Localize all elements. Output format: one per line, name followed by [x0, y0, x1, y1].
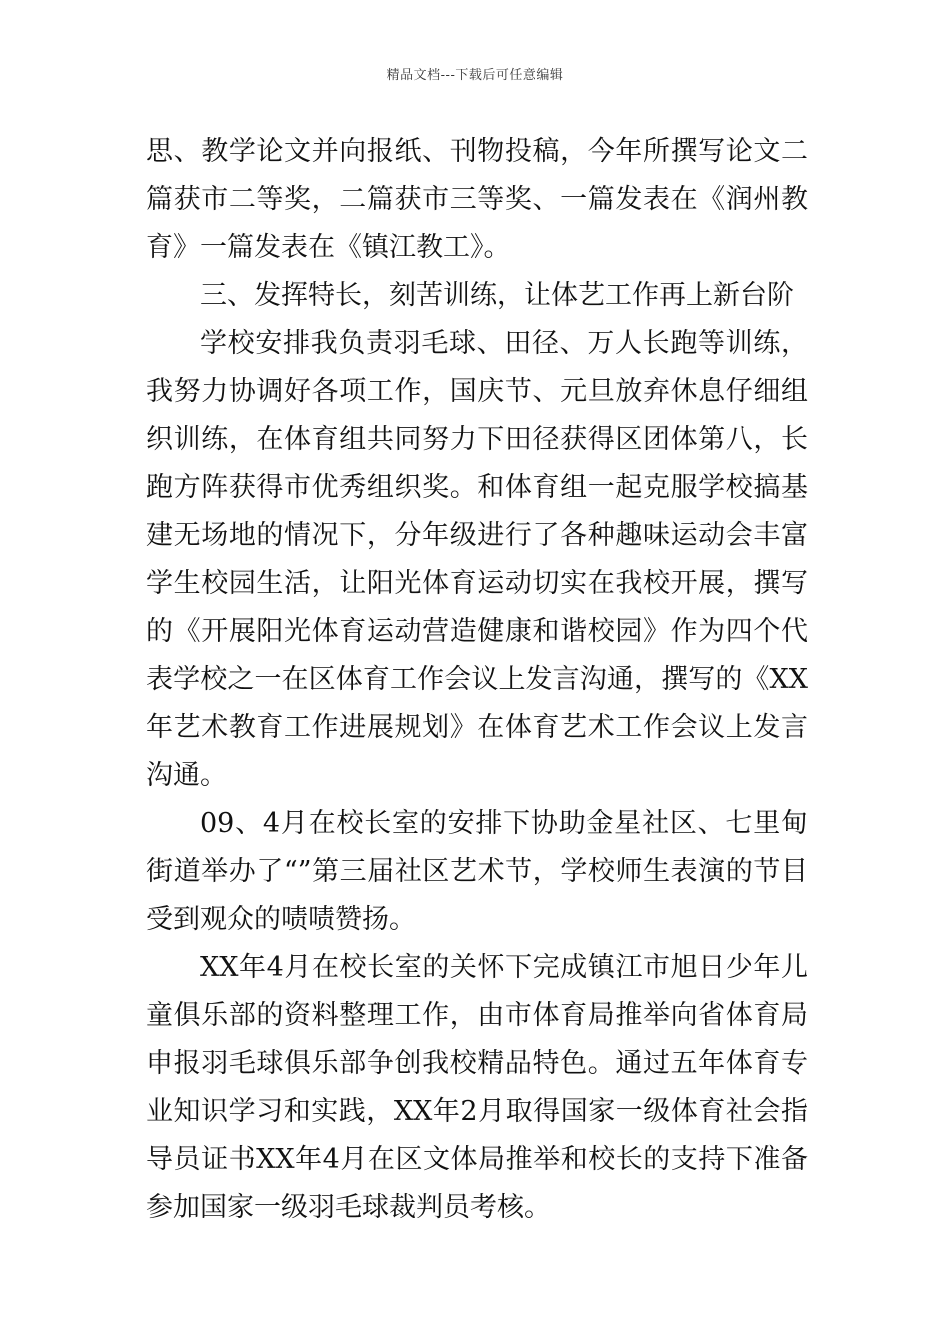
section-heading: 三、发挥特长，刻苦训练，让体艺工作再上新台阶: [200, 280, 794, 311]
paragraph-training: 学校安排我负责羽毛球、田径、万人长跑等训练，我努力协调好各项工作，国庆节、元旦放弃休息仔细组织训练，在体育组共同努力下田径获得区团体第八，长跑方阵获得市优秀组织奖。和体育组一起克服学校搞基建无场地的情况下，分年级进行了各种趣味运动会丰富学生校园生活，让阳光体育运动切实在我校开展，撰写的《开展阳光体育运动营造健康和谐校园》作为四个代表学校之一在区体育工作会议上发言沟通，撰写的《XX年艺术教育工作进展规划》在体育艺术工作会议上发言沟通。: [146, 328, 808, 791]
document-body: [146, 128, 808, 1232]
paragraph-art-festival: 09、4月在校长室的安排下协助金星社区、七里甸街道举办了“”第三届社区艺术节，学校师生表演的节目受到观众的啧啧赞扬。: [146, 808, 808, 935]
paragraph-continuation: 思、教学论文并向报纸、刊物投稿，今年所撰写论文二篇获市二等奖，二篇获市三等奖、一篇发表在《润州教育》一篇发表在《镇江教工》。: [146, 136, 808, 263]
page-header: 精品文档---下载后可任意编辑: [386, 68, 564, 83]
paragraph-club: XX年4月在校长室的关怀下完成镇江市旭日少年儿童俱乐部的资料整理工作，由市体育局推举向省体育局申报羽毛球俱乐部争创我校精品特色。通过五年体育专业知识学习和实践，XX年2月取得国家一级体育社会指导员证书XX年4月在区文体局推举和校长的支持下准备参加国家一级羽毛球裁判员考核。: [146, 952, 808, 1223]
